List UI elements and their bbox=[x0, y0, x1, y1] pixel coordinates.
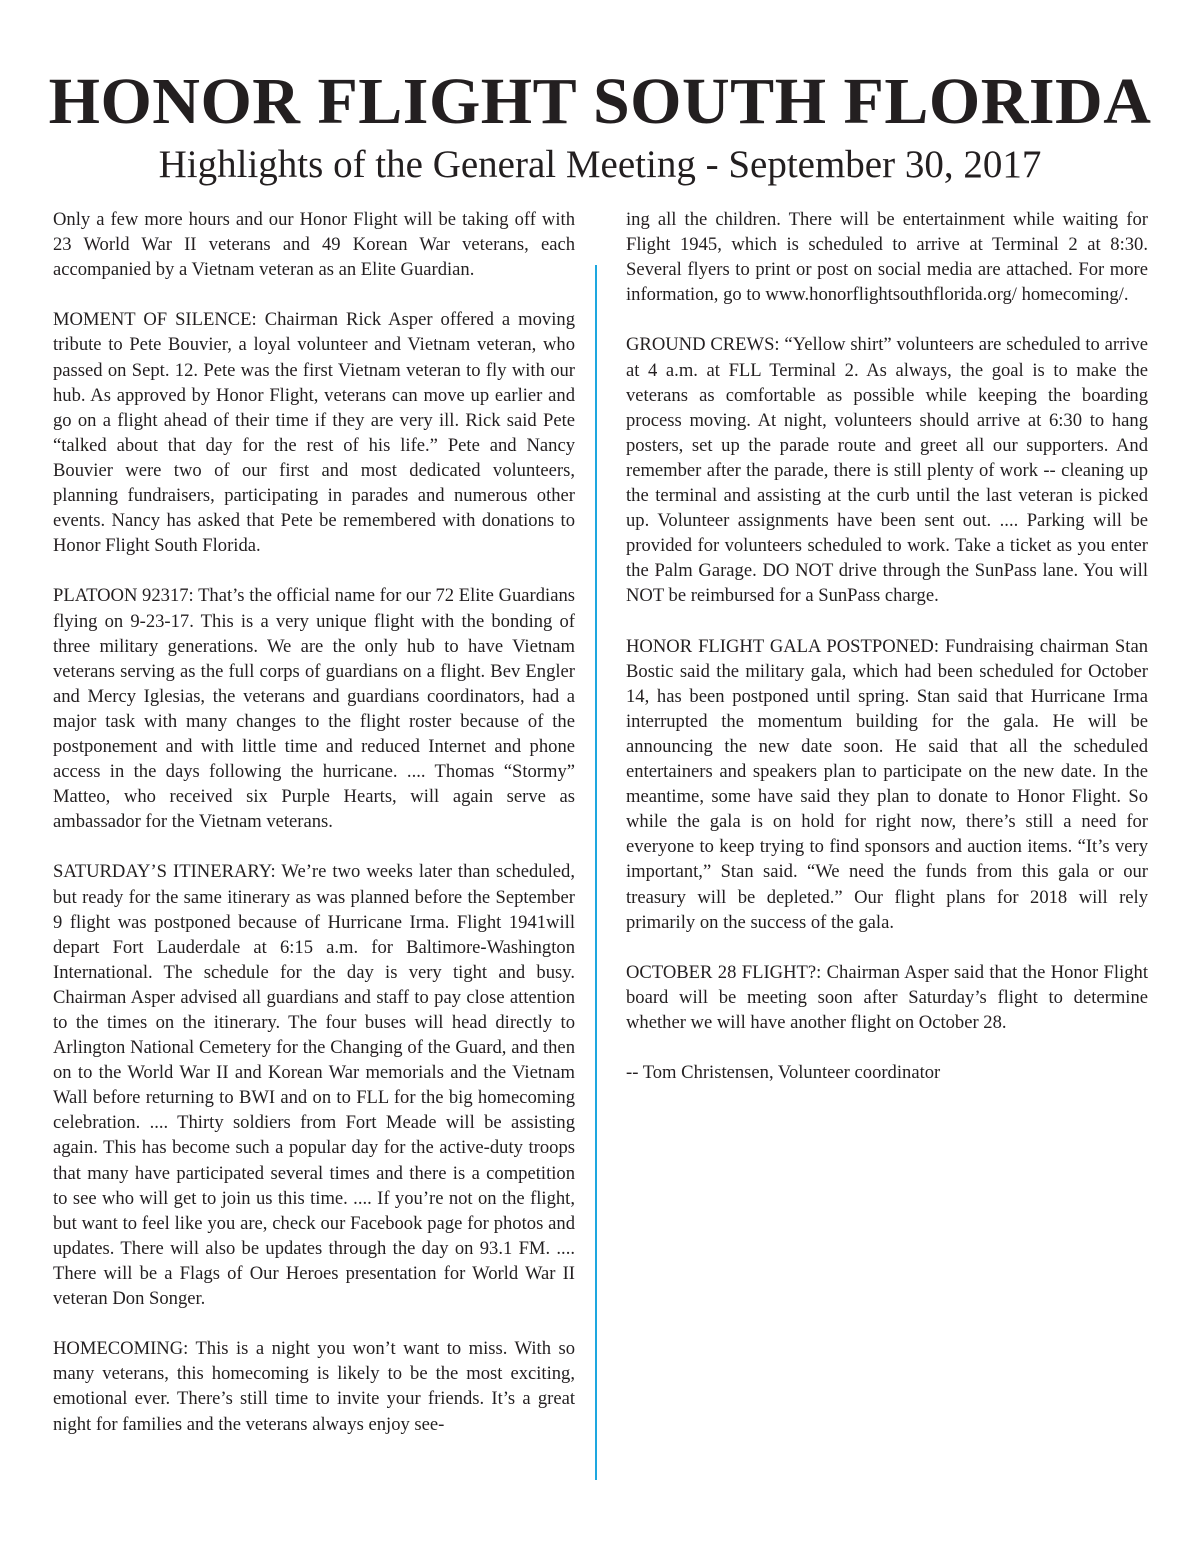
gala-postponed-paragraph: HONOR FLIGHT GALA POSTPONED: Fundraising chairman Stan Bostic said the military gala, which had been scheduled for October 14, has been postponed until spring. Stan said that Hurricane Irma interrupted the momentum building for the gala. He will be announcing the new date soon. He said that all the scheduled entertainers and speakers plan to participate on the new date. In the meantime, some have said they plan to donate to Honor Flight. So while the gala is on hold for right now, there’s still a need for everyone to keep trying to find sponsors and auction items. “It’s very important,” Stan said. “We need the funds from this gala or our treasury will be depleted.” Our flight plans for 2018 will rely primarily on the success of the gala. bbox=[626, 635, 1148, 933]
homecoming-paragraph: HOMECOMING: This is a night you won’t want to miss. With so many veterans, this homecoming is likely to be the most exciting, emotional ever. There’s still time to invite your friends. It’s a great night for families and the veterans always enjoy see- bbox=[53, 1338, 575, 1435]
author-signature: -- Tom Christensen, Volunteer coordinator bbox=[626, 1062, 941, 1084]
october-flight-paragraph: OCTOBER 28 FLIGHT?: Chairman Asper said that the Honor Flight board will be meeting soon after Saturday’s flight to determine whether we will have another flight on October 28. bbox=[626, 961, 1148, 1033]
page-subtitle: Highlights of the General Meeting - September 30, 2017 bbox=[158, 143, 1042, 186]
left-column bbox=[53, 207, 575, 1437]
right-column bbox=[626, 207, 1148, 1085]
itinerary-paragraph: SATURDAY’S ITINERARY: We’re two weeks later than scheduled, but ready for the same itinerary as was planned before the September 9 flight was postponed because of Hurricane Irma. Flight 1941will depart Fort Lauderdale at 6:15 a.m. for Baltimore-Washington International. The schedule for the day is very tight and busy. Chairman Asper advised all guardians and staff to pay close attention to the times on the itinerary. The four buses will head directly to Arlington National Cemetery for the Changing of the Guard, and then on to the World War II and Korean War memorials and the Vietnam Wall before returning to BWI and on to FLL for the big homecoming celebration. .... Thirty soldiers from Fort Meade will be assisting again. This has become such a popular day for the active-duty troops that many have participated several times and there is a competition to see who will get to join us this time. .... If you’re not on the flight, but want to feel like you are, check our Facebook page for photos and updates. There will also be updates through the day on 93.1 FM. .... There will be a Flags of Our Heroes presentation for World War II veteran Don Songer. bbox=[53, 861, 575, 1310]
ground-crews-paragraph: GROUND CREWS: “Yellow shirt” volunteers are scheduled to arrive at 4 a.m. at FLL Terminal 2. As always, the goal is to make the veterans as comfortable as possible while keeping the boarding process moving. At night, volunteers should arrive at 6:30 to hang posters, set up the parade route and greet all our supporters. And remember after the parade, there is still plenty of work -- cleaning up the terminal and assisting at the curb until the last veteran is picked up. Volunteer assignments have been sent out. .... Parking will be provided for volunteers scheduled to work. Take a ticket as you enter the Palm Garage. DO NOT drive through the SunPass lane. You will NOT be reimbursed for a SunPass charge. bbox=[626, 334, 1148, 607]
intro-paragraph: Only a few more hours and our Honor Flight will be taking off with 23 World War II veterans and 49 Korean War veterans, each accompanied by a Vietnam veteran as an Elite Guardian. bbox=[53, 209, 575, 281]
page-title: HONOR FLIGHT SOUTH FLORIDA bbox=[48, 65, 1152, 138]
platoon-paragraph: PLATOON 92317: That’s the official name for our 72 Elite Guardians flying on 9-23-17. This is a very unique flight with the bonding of three military generations. We are the only hub to have Vietnam veterans serving as the full corps of guardians on a flight. Bev Engler and Mercy Iglesias, the veterans and guardians coordinators, had a major task with many changes to the flight roster because of the postponement and with little time and reduced Internet and phone access in the days following the hurricane. .... Thomas “Stormy” Matteo, who received six Purple Hearts, will again serve as ambassador for the Vietnam veterans. bbox=[53, 585, 575, 833]
page-header bbox=[0, 66, 1200, 188]
moment-of-silence-paragraph: MOMENT OF SILENCE: Chairman Rick Asper offered a moving tribute to Pete Bouvier, a loyal volunteer and Vietnam veteran, who passed on Sept. 12. Pete was the first Vietnam veteran to fly with our hub. As approved by Honor Flight, veterans can move up earlier and go on a flight ahead of their time if they are very ill. Rick said Pete “talked about that day for the rest of his life.” Pete and Nancy Bouvier were two of our first and most dedicated volunteers, planning fundraisers, participating in parades and numerous other events. Nancy has asked that Pete be remembered with donations to Honor Flight South Florida. bbox=[53, 309, 575, 557]
column-divider bbox=[595, 265, 597, 1480]
homecoming-continued-paragraph: ing all the children. There will be entertainment while waiting for Flight 1945, which is scheduled to arrive at Terminal 2 at 8:30. Several flyers to print or post on social media are attached. For more information, go to www.honorflightsouthflorida.org/ homecoming/. bbox=[626, 209, 1148, 306]
